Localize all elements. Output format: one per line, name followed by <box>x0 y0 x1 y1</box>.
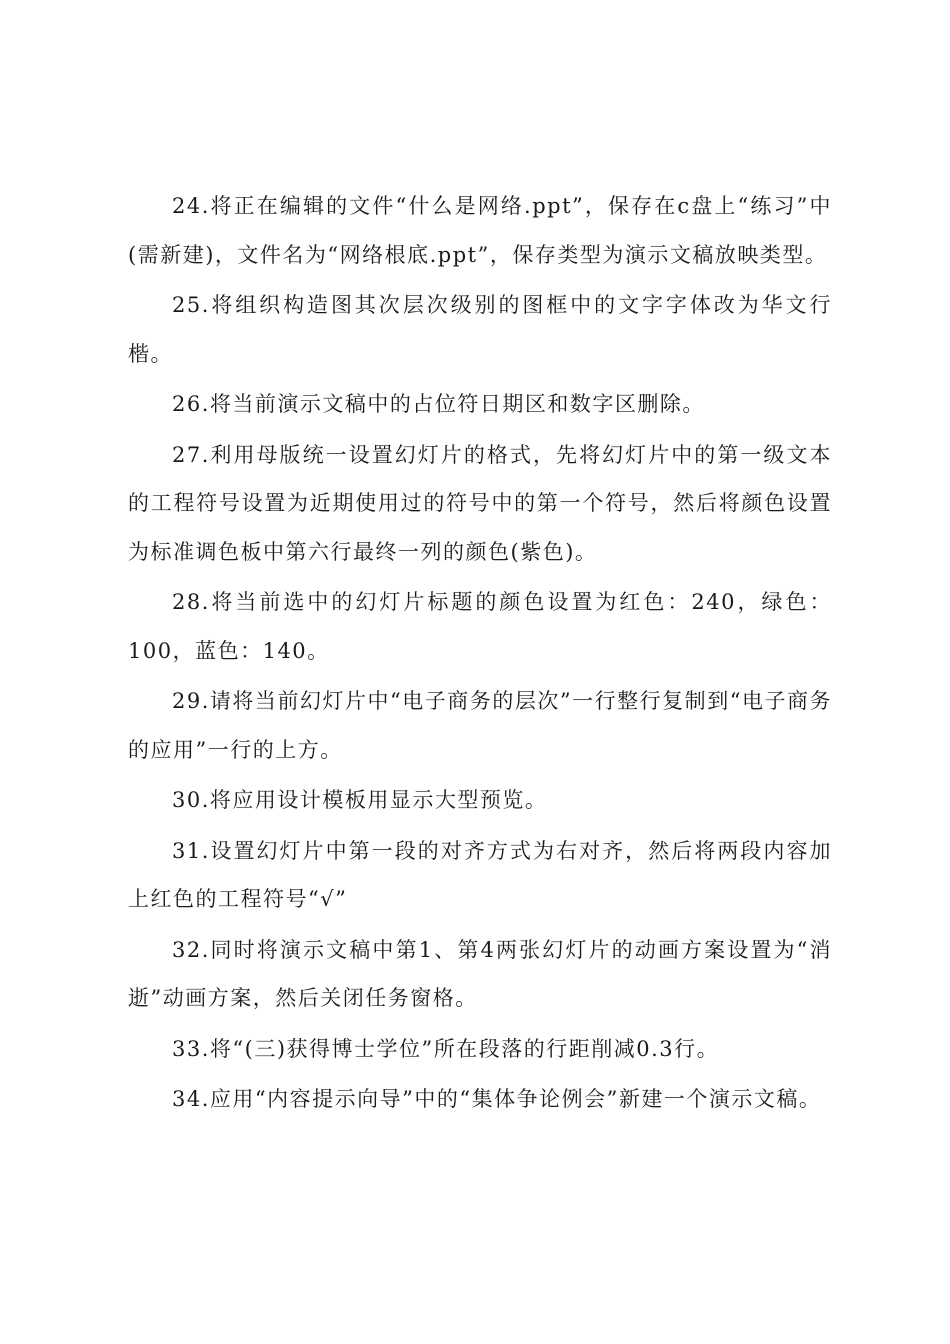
question-34: 34.应用“内容提示向导”中的“集体争论例会”新建一个演示文稿。 <box>172 1087 822 1111</box>
question-33: 33.将“(三)获得博士学位”所在段落的行距削减0.3行。 <box>172 1036 720 1061</box>
question-32: 32.同时将演示文稿中第1、第4两张幻灯片的动画方案设置为“消逝”动画方案，然后关闭任务窗格。 <box>128 937 832 1010</box>
question-24: 24.将正在编辑的文件“什么是网络.ppt”，保存在c盘上“练习”中(需新建)，文件名为“网络根底.ppt”，保存类型为演示文稿放映类型。 <box>128 194 832 267</box>
question-30: 30.将应用设计模板用显示大型预览。 <box>172 788 548 812</box>
question-25: 25.将组织构造图其次层次级别的图框中的文字字体改为华文行楷。 <box>128 293 832 366</box>
question-28: 28.将当前选中的幻灯片标题的颜色设置为红色：240，绿色：100，蓝色：140。 <box>128 590 832 663</box>
question-29: 29.请将当前幻灯片中“电子商务的层次”一行整行复制到“电子商务的应用”一行的上方。 <box>128 689 832 762</box>
question-26: 26.将当前演示文稿中的占位符日期区和数字区删除。 <box>172 392 705 416</box>
document-body <box>128 182 832 1126</box>
question-31: 31.设置幻灯片中第一段的对齐方式为右对齐，然后将两段内容加上红色的工程符号“√” <box>128 838 832 911</box>
question-27: 27.利用母版统一设置幻灯片的格式，先将幻灯片中的第一级文本的工程符号设置为近期使用过的符号中的第一个符号，然后将颜色设置为标准调色板中第六行最终一列的颜色(紫色)。 <box>128 442 832 564</box>
